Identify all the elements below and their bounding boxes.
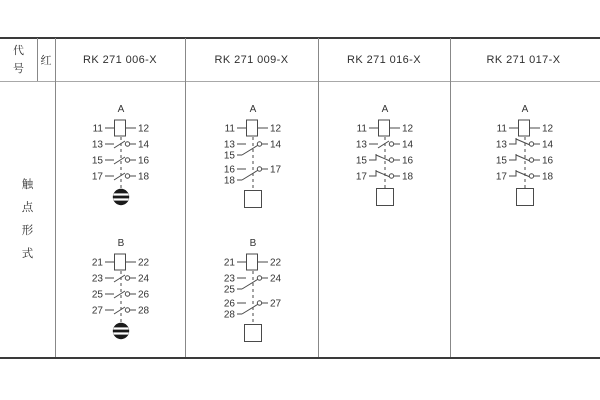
- contact-point: [125, 158, 129, 162]
- terminal-number: 18: [541, 171, 553, 183]
- terminal-number: 13: [355, 139, 367, 151]
- terminal-number: 17: [269, 164, 281, 176]
- contact-point: [389, 174, 393, 178]
- header-code-cell: [0, 38, 37, 81]
- contact-blade: [114, 157, 125, 164]
- contact-blade: [114, 291, 125, 298]
- terminal-number: 26: [223, 298, 235, 310]
- contact-blade: [376, 171, 390, 177]
- terminal-number: 25: [91, 289, 103, 301]
- contact-blade: [114, 307, 125, 314]
- terminal-number: 14: [402, 139, 414, 151]
- indicator-square: [244, 325, 261, 342]
- contact-point: [257, 167, 261, 171]
- contact-group-B-col1: [182, 230, 322, 348]
- group-label: A: [381, 104, 389, 115]
- contact-blade: [242, 280, 258, 290]
- row-label-char-2: 点: [21, 201, 34, 214]
- terminal-number: 27: [91, 305, 103, 317]
- terminal-number: 12: [138, 123, 150, 135]
- contact-blade: [114, 173, 125, 180]
- terminal-number: 23: [91, 273, 103, 285]
- header-model-2: RK 271 016-X: [347, 53, 421, 66]
- row-label-char-1: 触: [21, 178, 34, 191]
- contact-blade: [114, 275, 125, 282]
- coil: [246, 120, 257, 136]
- row-label-char-4: 式: [21, 247, 34, 260]
- terminal-number: 13: [495, 139, 507, 151]
- terminal-number: 18: [223, 175, 235, 187]
- contact-group-A-col3: [454, 96, 594, 214]
- terminal-number: 14: [269, 139, 281, 151]
- contact-point: [125, 142, 129, 146]
- contact-group-A-col2: [314, 96, 454, 214]
- contact-blade: [376, 155, 390, 161]
- row-label-char-3: 形: [21, 224, 34, 237]
- terminal-number: 21: [91, 257, 103, 269]
- contact-group-B-col0: [50, 230, 190, 348]
- terminal-number: 11: [496, 123, 507, 135]
- contact-point: [125, 174, 129, 178]
- header-code-char-1: 代: [13, 44, 24, 57]
- terminal-number: 15: [495, 155, 507, 167]
- column-diagrams-3: [450, 82, 597, 357]
- terminal-number: 22: [138, 257, 150, 269]
- terminal-number: 13: [91, 139, 103, 151]
- terminal-number: 23: [223, 273, 235, 285]
- contact-point: [389, 158, 393, 162]
- terminal-number: 25: [223, 284, 235, 296]
- contact-point: [125, 276, 129, 280]
- indicator-square: [516, 189, 533, 206]
- coil: [246, 254, 257, 270]
- contact-point: [257, 276, 261, 280]
- terminal-number: 12: [402, 123, 414, 135]
- terminal-number: 27: [269, 298, 281, 310]
- contact-point: [389, 142, 393, 146]
- terminal-number: 14: [541, 139, 553, 151]
- indicator-square: [244, 191, 261, 208]
- contact-point: [529, 158, 533, 162]
- column-diagrams-1: [185, 82, 318, 357]
- group-label: A: [249, 104, 256, 115]
- contact-blade: [242, 146, 258, 156]
- terminal-number: 17: [495, 171, 507, 183]
- contact-point: [529, 174, 533, 178]
- contact-blade: [114, 141, 125, 148]
- contact-point: [257, 142, 261, 146]
- group-label: A: [117, 104, 125, 115]
- contact-point: [125, 308, 129, 312]
- terminal-number: 26: [138, 289, 150, 301]
- terminal-number: 22: [269, 257, 281, 269]
- terminal-number: 18: [138, 171, 150, 183]
- terminal-number: 14: [138, 139, 150, 151]
- coil: [518, 120, 529, 136]
- table-bottom-border: [0, 357, 600, 359]
- terminal-number: 12: [541, 123, 553, 135]
- coil: [115, 254, 126, 270]
- coil: [115, 120, 126, 136]
- terminal-number: 24: [138, 273, 150, 285]
- contact-point: [529, 142, 533, 146]
- terminal-number: 24: [269, 273, 281, 285]
- terminal-number: 16: [223, 164, 235, 176]
- group-label: B: [117, 238, 125, 249]
- terminal-number: 15: [91, 155, 103, 167]
- terminal-number: 28: [138, 305, 150, 317]
- header-red-cell: 红: [40, 54, 52, 67]
- terminal-number: 11: [224, 123, 235, 135]
- terminal-number: 16: [138, 155, 150, 167]
- terminal-number: 11: [356, 123, 367, 135]
- terminal-number: 12: [269, 123, 281, 135]
- terminal-number: 16: [541, 155, 553, 167]
- header-model-1: RK 271 009-X: [214, 53, 289, 66]
- contact-blade: [242, 171, 258, 181]
- terminal-number: 13: [223, 139, 235, 151]
- contact-blade: [516, 155, 530, 161]
- group-label: A: [521, 104, 528, 115]
- contact-blade: [516, 171, 530, 177]
- terminal-number: 16: [402, 155, 414, 167]
- group-label: B: [249, 238, 256, 249]
- terminal-number: 15: [223, 150, 235, 162]
- terminal-number: 18: [402, 171, 414, 183]
- terminal-number: 17: [91, 171, 103, 183]
- row-label-contact-form: [0, 82, 55, 357]
- header-code-char-2: 号: [13, 62, 24, 75]
- column-diagrams-0: [55, 82, 185, 357]
- terminal-number: 15: [355, 155, 367, 167]
- indicator-button: [113, 323, 129, 339]
- contact-blade: [516, 139, 530, 145]
- contact-group-A-col1: [182, 96, 322, 214]
- indicator-button: [113, 189, 129, 205]
- terminal-number: 28: [223, 309, 235, 321]
- terminal-number: 11: [92, 123, 103, 135]
- contact-blade: [378, 141, 389, 148]
- terminal-number: 17: [355, 171, 367, 183]
- contact-point: [257, 301, 261, 305]
- indicator-square: [377, 189, 394, 206]
- contact-blade: [242, 305, 258, 315]
- header-model-0: RK 271 006-X: [83, 53, 157, 66]
- column-diagrams-2: [318, 82, 450, 357]
- header-model-3: RK 271 017-X: [486, 53, 561, 66]
- terminal-number: 21: [223, 257, 235, 269]
- contact-group-A-col0: [50, 96, 190, 214]
- coil: [379, 120, 390, 136]
- contact-point: [125, 292, 129, 296]
